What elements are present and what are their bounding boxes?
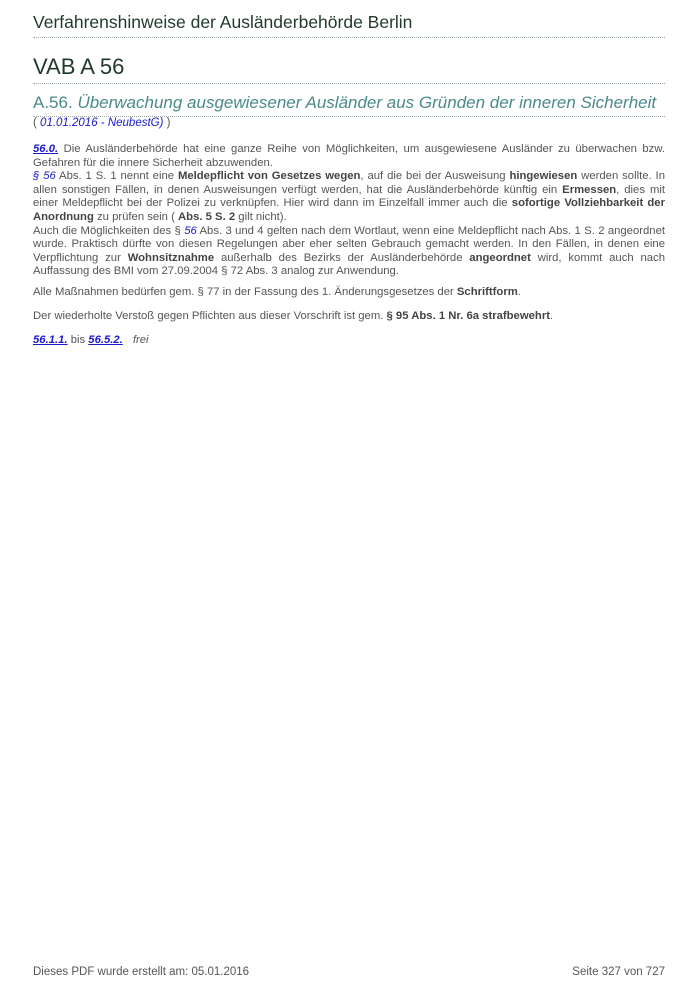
paragraph-56-abs1: § 56 Abs. 1 S. 1 nennt eine Meldepflicht von Gesetzes wegen, auf die bei der Ausweisung hingewiesen werden sollte. In allen sonstigen Fällen, in denen Ausweisungen verfügt werden, hat die Ausländerbehörde künftig ein Ermessen, dies mit einer Meldepflicht bei der Polizei zu verknüpfen. Hier wird dann im Einzelfall immer auch die sofortige Vollziehbarkeit der Anordnung zu prüfen sein ( Abs. 5 S. 2 gilt nicht). [33, 170, 665, 223]
section-title [33, 93, 673, 113]
section-body [33, 143, 665, 348]
frei-label: frei [132, 334, 149, 347]
section-number: A.56. [33, 93, 73, 112]
section-code-divider [33, 83, 665, 84]
paragraph-strafbewehrt: Der wiederholte Verstoß gegen Pflichten aus dieser Vorschrift ist gem. § 95 Abs. 1 Nr. 6a strafbewehrt. [33, 309, 554, 322]
paragraph-schriftform: Alle Maßnahmen bedürfen gem. § 77 in der Fassung des 1. Änderungsgesetzes der Schriftform. [33, 285, 521, 298]
section-code: VAB A 56 [33, 54, 125, 79]
paragraph-56-0: 56.0. Die Ausländerbehörde hat eine ganze Reihe von Möglichkeiten, um ausgewiesene Ausländer zu überwachen bzw. Gefahren für die innere Sicherheit abzuwenden. [33, 143, 665, 169]
link-56-1-1[interactable]: 56.1.1. [33, 334, 68, 347]
paragraph-56-abs3-4: Auch die Möglichkeiten des § 56 Abs. 3 und 4 gelten nach dem Wortlaut, wenn eine Meldepflicht nach Abs. 1 S. 2 angeordnet wurde. Praktisch dürfte von diesen Regelungen aber eher selten Gebrauch gemacht werden. In den Fällen, in denen eine Verpflichtung zur Wohnsitznahme außerhalb des Bezirks der Ausländerbehörde angeordnet wird, kommt auch nach Auffassung des BMI vom 27.09.2004 § 72 Abs. 3 analog zur Anwendung. [33, 224, 665, 278]
footer-page-number: Seite 327 von 727 [572, 966, 665, 978]
paragraph-56-1-1-to-56-5-2: 56.1.1. bis 56.5.2. frei [33, 334, 149, 347]
link-56-5-2[interactable]: 56.5.2. [88, 334, 123, 347]
page-footer [33, 966, 665, 978]
link-paragraph-56[interactable]: § 56 [33, 170, 56, 183]
version-link[interactable]: 01.01.2016 - NeubestG) [40, 117, 164, 129]
link-56-0[interactable]: 56.0. [33, 143, 59, 155]
document-header-title: Verfahrenshinweise der Ausländerbehörde Berlin [33, 12, 413, 32]
section-title-text: Überwachung ausgewiesener Ausländer aus Gründen der inneren Sicherheit [77, 93, 657, 112]
link-56-abs3[interactable]: 56 [184, 224, 197, 237]
version-note: ( 01.01.2016 - NeubestG) ) [33, 117, 171, 129]
footer-created-date: Dieses PDF wurde erstellt am: 05.01.2016 [33, 966, 250, 978]
header-divider [33, 37, 665, 38]
